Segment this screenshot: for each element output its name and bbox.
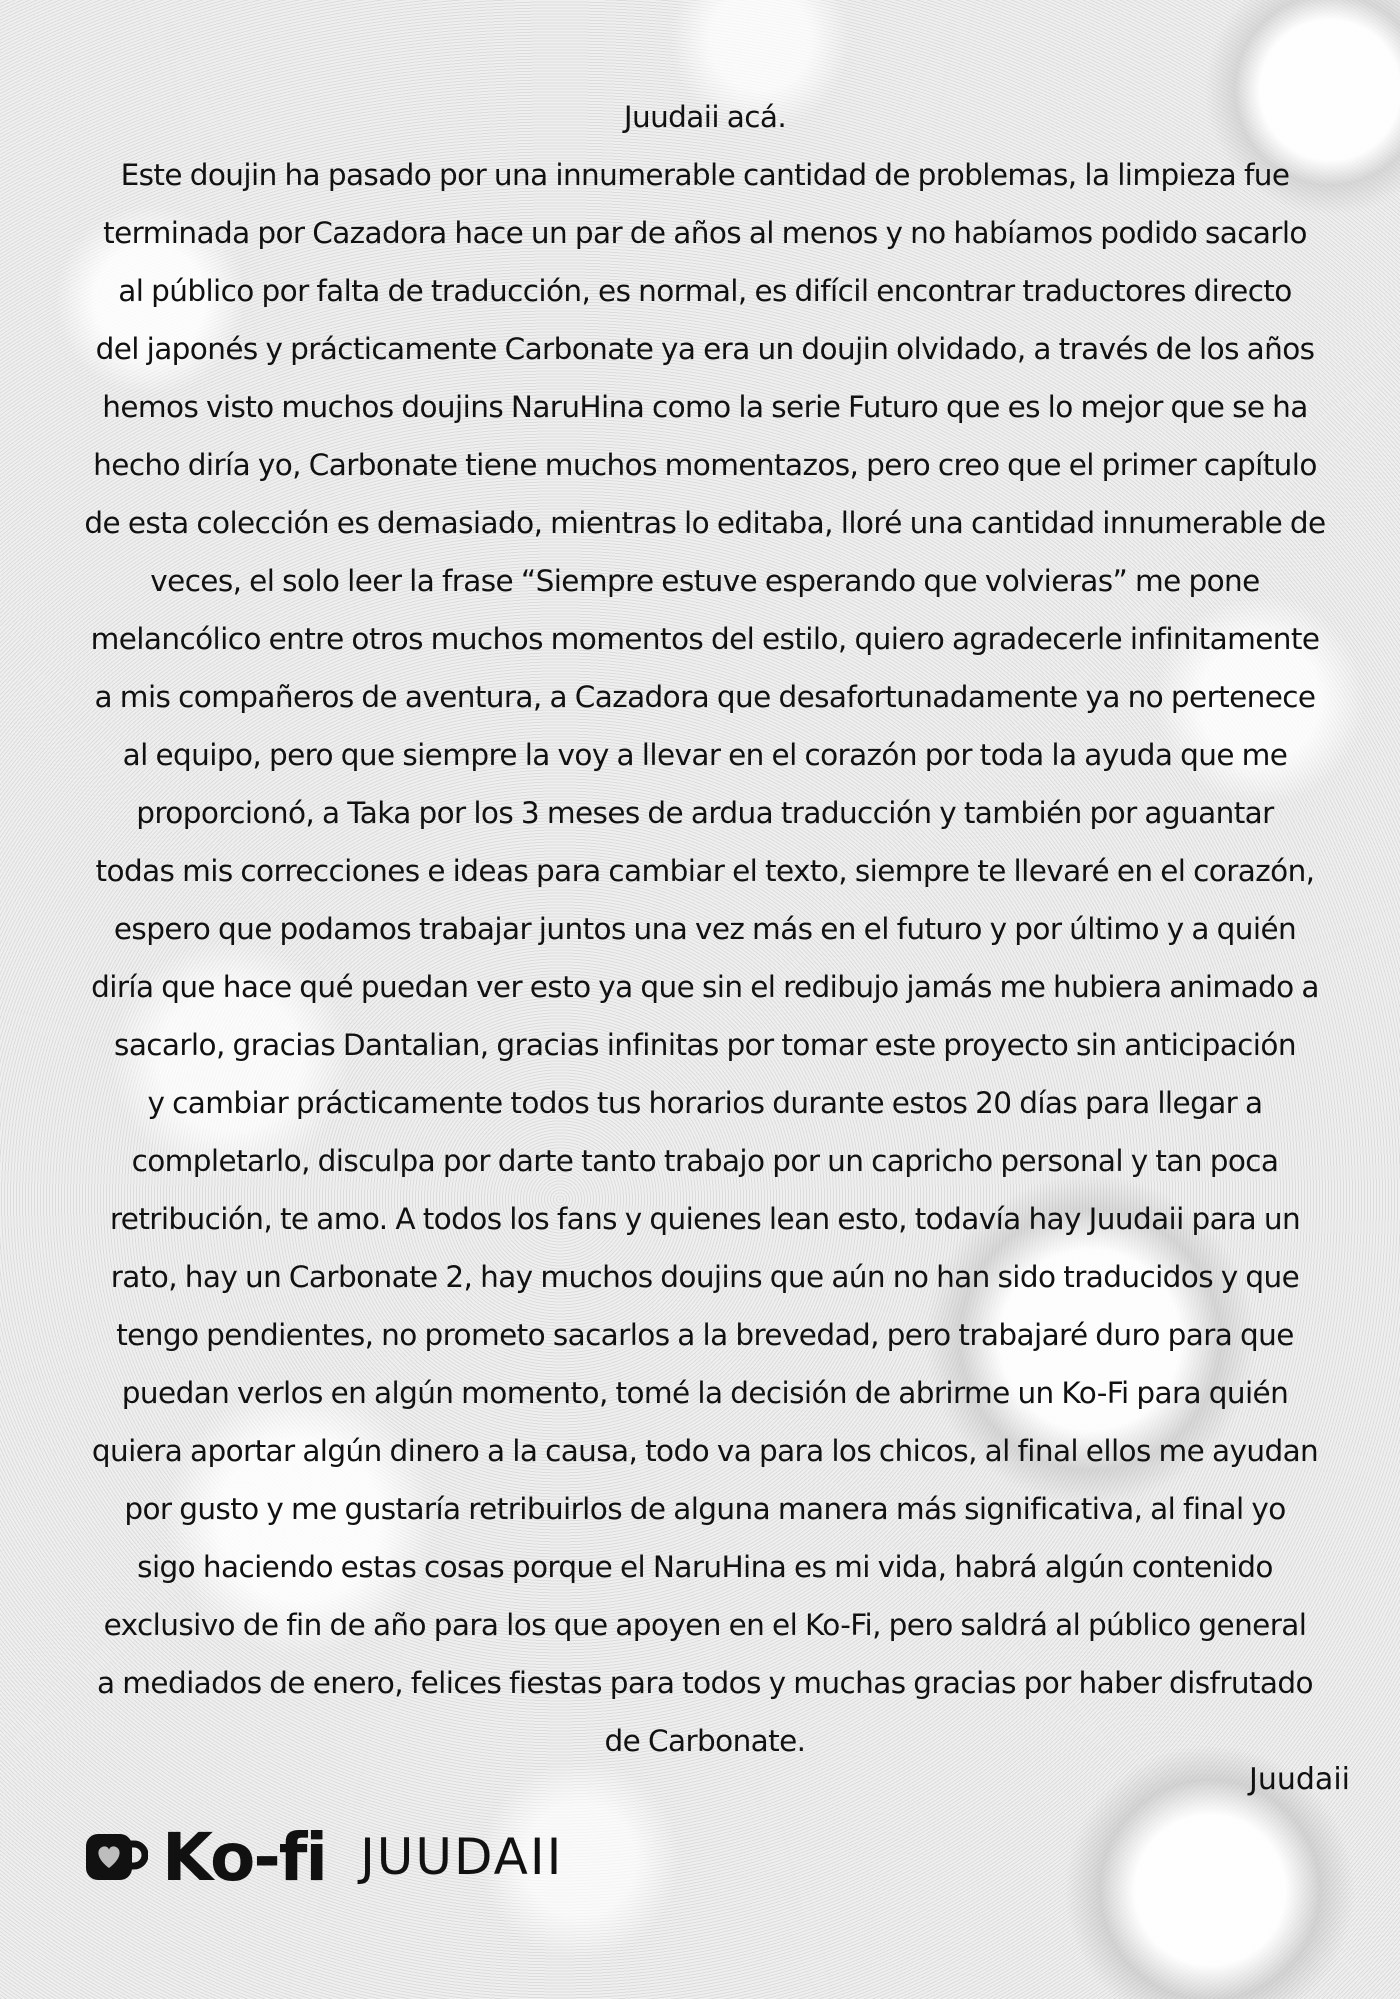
letter-line: del japonés y prácticamente Carbonate ya era un doujin olvidado, a través de los años — [95, 332, 1315, 366]
letter-line: todas mis correcciones e ideas para cambiar el texto, siempre te llevaré en el corazón, — [95, 854, 1315, 888]
letter-line: hemos visto muchos doujins NaruHina como la serie Futuro que es lo mejor que se ha — [102, 390, 1308, 424]
letter-line: y cambiar prácticamente todos tus horarios durante estos 20 días para llegar a — [147, 1086, 1263, 1120]
letter-body — [60, 88, 1350, 1770]
letter-line: de Carbonate. — [604, 1724, 806, 1758]
letter-line: quiera aportar algún dinero a la causa, todo va para los chicos, al final ellos me ayudan — [91, 1434, 1319, 1468]
letter-line: a mis compañeros de aventura, a Cazadora que desafortunadamente ya no pertenece — [94, 680, 1316, 714]
letter-line: veces, el solo leer la frase “Siempre estuve esperando que volvieras” me pone — [150, 564, 1260, 598]
letter-line: diría que hace qué puedan ver esto ya que sin el redibujo jamás me hubiera animado a — [91, 970, 1319, 1004]
letter-line: espero que podamos trabajar juntos una vez más en el futuro y por último y a quién — [113, 912, 1297, 946]
letter-line: Este doujin ha pasado por una innumerable cantidad de problemas, la limpieza fue — [120, 158, 1290, 192]
letter-line: completarlo, disculpa por darte tanto trabajo por un capricho personal y tan poca — [131, 1144, 1279, 1178]
letter-line: a mediados de enero, felices fiestas para todos y muchas gracias por haber disfrutado — [97, 1666, 1313, 1700]
letter-line: Juudaii acá. — [623, 100, 787, 134]
signature: Juudaii — [1249, 1762, 1350, 1797]
letter-line: sacarlo, gracias Dantalian, gracias infinitas por tomar este proyecto sin anticipación — [114, 1028, 1296, 1062]
kofi-wordmark: Ko-fi — [162, 1818, 327, 1896]
coffee-cup-heart-icon — [82, 1826, 148, 1888]
letter-line: por gusto y me gustaría retribuirlos de alguna manera más significativa, al final yo — [124, 1492, 1286, 1526]
letter-line: retribución, te amo. A todos los fans y quienes lean esto, todavía hay Juudaii para un — [109, 1202, 1301, 1236]
letter-line: tengo pendientes, no prometo sacarlos a la brevedad, pero trabajaré duro para que — [116, 1318, 1294, 1352]
letter-line: terminada por Cazadora hace un par de años al menos y no habíamos podido sacarlo — [103, 216, 1307, 250]
letter-line: al equipo, pero que siempre la voy a llevar en el corazón por toda la ayuda que me — [122, 738, 1288, 772]
letter-line: rato, hay un Carbonate 2, hay muchos doujins que aún no han sido traducidos y que — [110, 1260, 1300, 1294]
letter-line: proporcionó, a Taka por los 3 meses de ardua traducción y también por aguantar — [136, 796, 1274, 830]
letter-line: exclusivo de fin de año para los que apoyen en el Ko-Fi, pero saldrá al público general — [103, 1608, 1307, 1642]
letter-line: al público por falta de traducción, es normal, es difícil encontrar traductores directo — [118, 274, 1292, 308]
letter-line: sigo haciendo estas cosas porque el NaruHina es mi vida, habrá algún contenido — [137, 1550, 1273, 1584]
letter-line: hecho diría yo, Carbonate tiene muchos momentazos, pero creo que el primer capítulo — [93, 448, 1317, 482]
letter-line: de esta colección es demasiado, mientras lo editaba, lloré una cantidad innumerable de — [84, 506, 1326, 540]
kofi-username: JUUDAII — [360, 1828, 564, 1886]
kofi-badge[interactable] — [82, 1812, 563, 1902]
letter-line: melancólico entre otros muchos momentos del estilo, quiero agradecerle infinitamente — [90, 622, 1320, 656]
letter-line: puedan verlos en algún momento, tomé la decisión de abrirme un Ko-Fi para quién — [121, 1376, 1289, 1410]
